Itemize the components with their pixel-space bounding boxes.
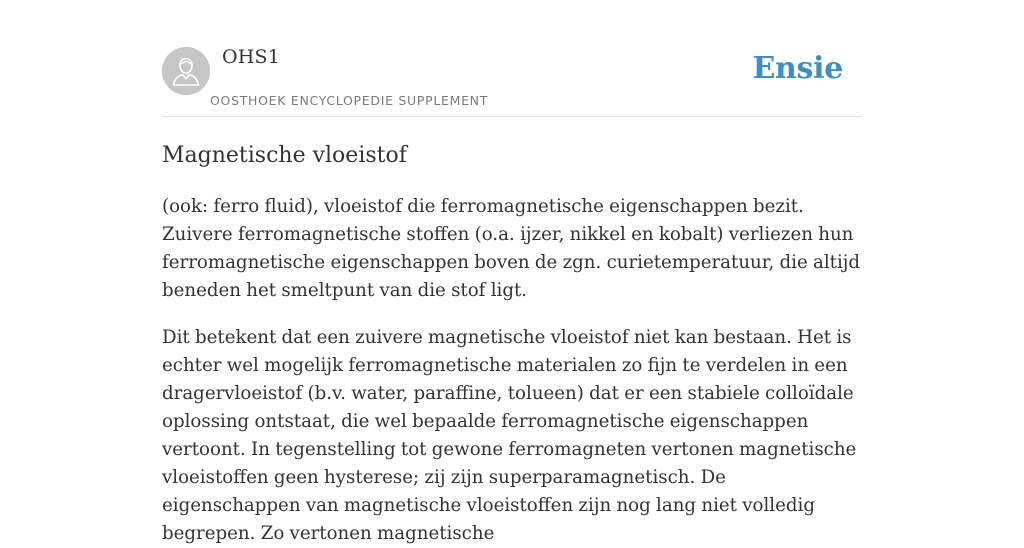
- user-silhouette-icon: [162, 47, 210, 95]
- source-label[interactable]: OOSTHOEK ENCYCLOPEDIE SUPPLEMENT: [210, 93, 489, 108]
- page-title: Magnetische vloeistof: [162, 143, 407, 168]
- brand-logo[interactable]: Ensie: [752, 51, 843, 86]
- article-container: [162, 46, 862, 548]
- article-header: [162, 46, 862, 117]
- article-paragraph: (ook: ferro fluid), vloeistof die ferromagnetische eigenschappen bezit. Zuivere ferromagnetische stoffen (o.a. ijzer, nikkel en kobalt) verliezen hun ferromagnetische eigenschappen boven de zgn. curietemperatuur, die altijd beneden het smeltpunt van die stof ligt.: [162, 196, 861, 301]
- avatar[interactable]: [162, 47, 210, 95]
- author-name[interactable]: OHS1: [222, 46, 281, 68]
- article-paragraph: Dit betekent dat een zuivere magnetische vloeistof niet kan bestaan. Het is echter wel mogelijk ferromagnetische materialen zo fijn te verdelen in een dragervloeistof (b.v. water, paraffine, tolueen) dat er een stabiele colloïdale oplossing ontstaat, die wel bepaalde ferromagnetische eigenschappen vertoont. In tegenstelling tot gewone ferromagneten vertonen magnetische vloeistoffen geen hysterese; zij zijn superparamagnetisch. De eigenschappen van magnetische vloeistoffen zijn nog lang niet volledig begrepen. Zo vertonen magnetische: [162, 327, 857, 544]
